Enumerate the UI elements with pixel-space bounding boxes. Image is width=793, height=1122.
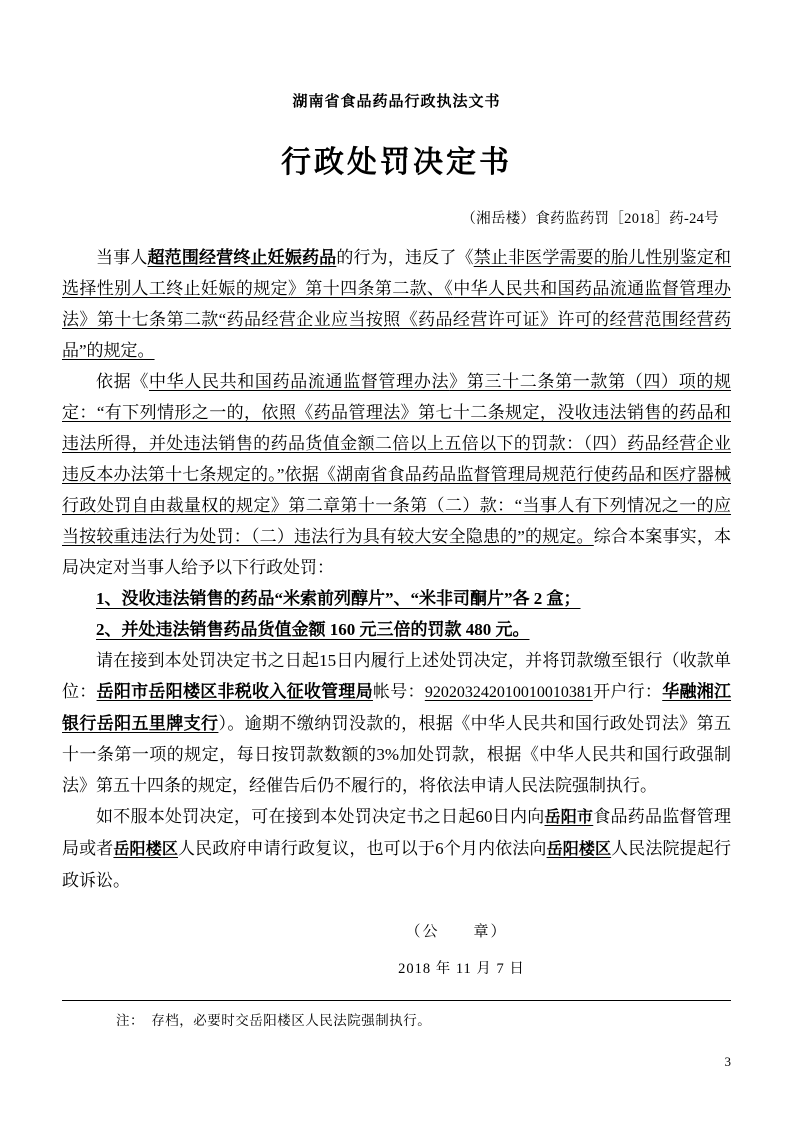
penalty-item-2-text: 2、并处违法销售药品货值金额 160 元三倍的罚款 480 元。 [96, 620, 530, 639]
para2-law2: 湖南省食品药品监督管理局规范行使药品和医疗器械行政处罚自由裁量权的规定 [62, 465, 731, 515]
footer-divider [62, 1000, 731, 1001]
payment-bank: 华融湘江银行岳阳五里牌支行 [62, 682, 732, 733]
document-number: （湘岳楼）食药监药罚［2018］药-24号 [461, 211, 719, 227]
appeal-text-3: 人民政府申请行政复议，也可以于6个月内依法向 [177, 839, 547, 858]
document-title: 行政处罚决定书 [281, 146, 512, 179]
seal-label: （公 章） [405, 924, 508, 940]
appeal-text-1: 如不服本处罚决定，可在接到本处罚决定书之日起60日内向 [96, 807, 545, 826]
appeal-text-2: 食品药品监督管理局或者 [62, 807, 731, 858]
date-day: 7 [496, 961, 505, 977]
para1-violation-fill: 超范围经营终止妊娠药品 [147, 248, 337, 267]
para2-mid2: 》第二章第十一条第（二）款：“当事人有下列情况之一的应当按较重违法行为处罚：（二）违法行为具有较大安全隐患的”的规定。 [62, 496, 732, 546]
payment-payee: 岳阳市岳阳楼区非税收入征收管理局 [96, 682, 373, 701]
date-day-label: 日 [509, 961, 525, 977]
para1-law2: 中华人民共和国药品流通监督管理办法 [62, 279, 732, 329]
para1-lead: 当事人 [96, 248, 148, 267]
appeal-org-3: 岳阳楼区 [546, 841, 612, 858]
para1-after1: 》第十四条第二款、《 [287, 279, 454, 298]
payment-text-2: 帐号： [372, 682, 425, 701]
appeal-text-4: 人民法院提起行政诉讼。 [62, 839, 731, 890]
document-header: 湖南省食品药品行政执法文书 [292, 94, 501, 110]
para1-mid: 的行为，违反了《 [336, 248, 474, 267]
paragraph-basis [62, 366, 731, 583]
penalty-item-1 [62, 583, 731, 614]
appeal-org-2: 岳阳楼区 [113, 841, 178, 858]
paragraph-payment [62, 645, 731, 801]
payment-account: 920203242010010010381 [424, 684, 593, 701]
paragraph-violation [62, 242, 731, 366]
para1-after2: 》第十七条第二款“药品经营企业应当按照《药品经营许可证》许可的经营范围经营药品”的规定。 [62, 310, 732, 360]
date-year: 2018 [398, 961, 432, 977]
date-year-label: 年 [435, 961, 452, 977]
paragraph-appeal [62, 801, 731, 896]
document-body [62, 242, 731, 1029]
footer-note: 注： 存档，必要时交岳阳楼区人民法院强制执行。 [116, 1013, 432, 1028]
para2-lead: 依据《 [96, 372, 149, 391]
para2-law1: 中华人民共和国药品流通监督管理办法 [148, 372, 450, 391]
para2-tail: 综合本案事实，本局决定对当事人给予以下行政处罚： [62, 527, 731, 577]
issue-date [62, 957, 731, 978]
para1-law1: 禁止非医学需要的胎儿性别鉴定和选择性别人工终止妊娠的规定 [62, 248, 732, 298]
penalty-item-2 [62, 614, 731, 645]
date-month-label: 月 [476, 961, 492, 977]
payment-text-3: 开户行： [592, 682, 663, 701]
appeal-org-1: 岳阳市 [544, 809, 594, 826]
payment-text-1: 请在接到本处罚决定书之日起15日内履行上述处罚决定，并将罚款缴至银行（收款单位： [62, 651, 731, 701]
para2-mid1: 》第三十二条第一款第（四）项的规定：“有下列情形之一的，依照《药品管理法》第七十二条规定，没收违法销售的药品和违法所得，并处违法销售的药品货值金额二倍以上五倍以下的罚款：（四）药品经营企业违反本办法第十七条规定的。”依据《 [62, 372, 732, 484]
page-number: 3 [724, 1054, 731, 1069]
penalty-item-1-text: 1、没收违法销售的药品“米索前列醇片”、“米非司酮片”各 2 盒； [96, 589, 581, 608]
date-month: 11 [455, 961, 472, 977]
payment-text-4: ）。逾期不缴纳罚没款的，根据《中华人民共和国行政处罚法》第五十一条第一项的规定，每日按罚款数额的3%加处罚款，根据《中华人民共和国行政强制法》第五十四条的规定，经催告后仍不履行的，将依法申请人民法院强制执行。 [62, 714, 732, 795]
